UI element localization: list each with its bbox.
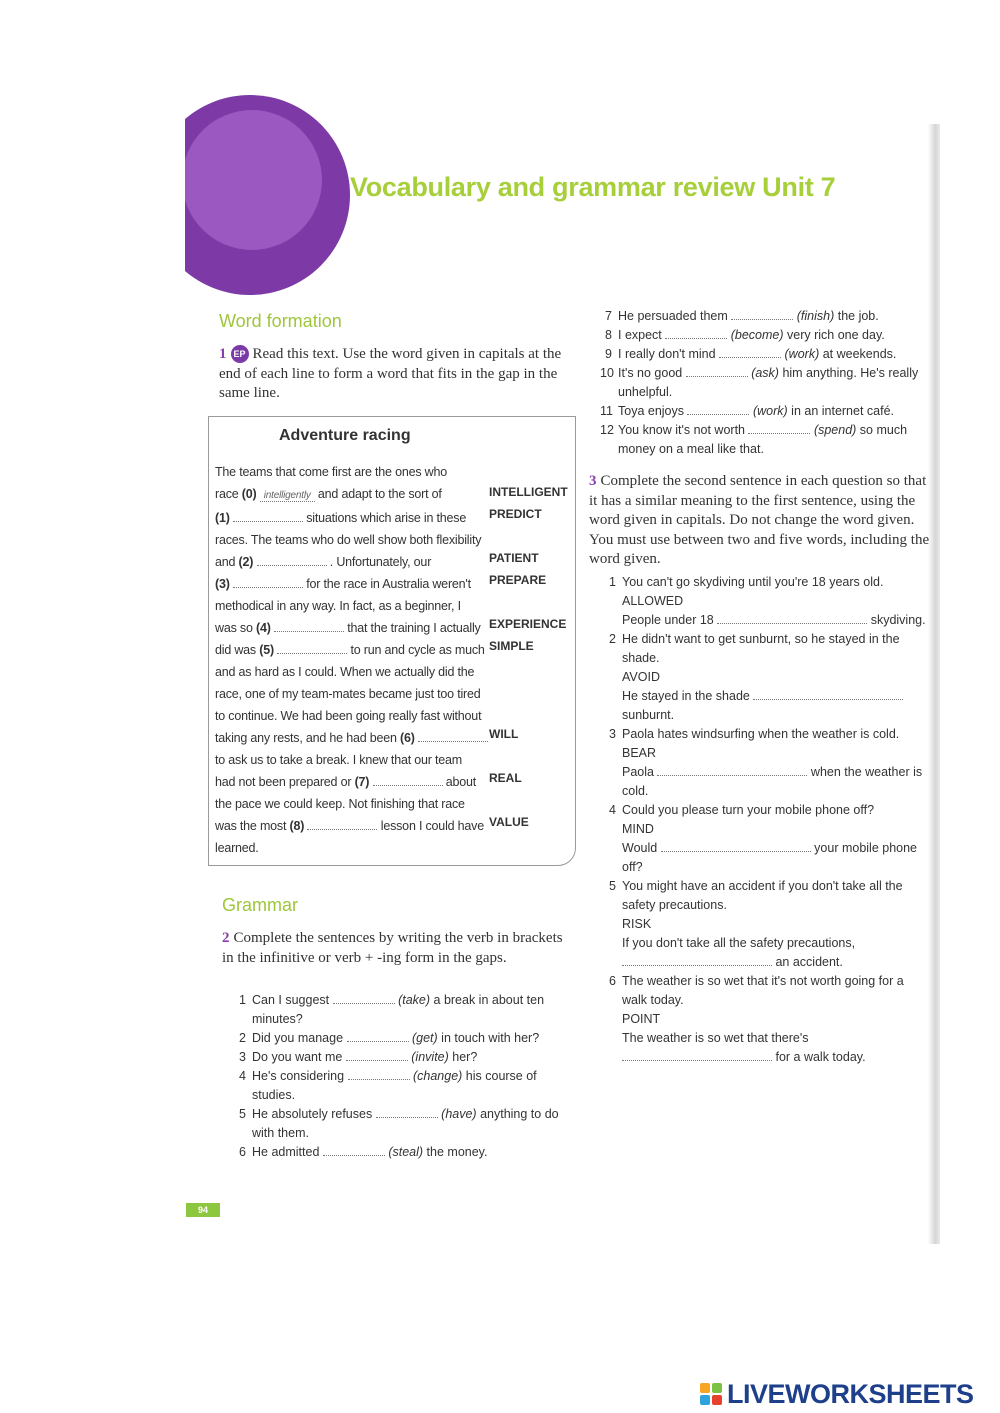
logo-icon xyxy=(700,1383,722,1405)
grammar-item xyxy=(600,421,930,459)
example-answer: intelligently xyxy=(260,490,315,502)
answer-gap[interactable] xyxy=(731,309,793,320)
passage-line xyxy=(215,507,485,529)
verb-hint: (steal) xyxy=(384,1145,424,1159)
sentence-end: the money. xyxy=(423,1145,488,1159)
capital-word: WILL xyxy=(489,727,519,741)
capital-word: SIMPLE xyxy=(489,639,534,653)
line-text: lesson I could have xyxy=(377,819,484,833)
item-number: 9 xyxy=(605,347,612,361)
grammar-item xyxy=(600,364,930,402)
sentence-start: Would xyxy=(622,841,661,855)
answer-gap[interactable] xyxy=(348,1069,410,1080)
capital-word: REAL xyxy=(489,771,522,785)
gap-number: (1) xyxy=(215,511,230,525)
answer-gap[interactable] xyxy=(373,775,443,786)
sentence-end: your mobile phone off? xyxy=(622,841,918,874)
key-word: BEAR xyxy=(622,746,657,760)
original-sentence: Paola hates windsurfing when the weather is cold. xyxy=(622,727,900,741)
sentence-end: anything to do with them. xyxy=(252,1107,559,1140)
grammar-item xyxy=(600,402,930,421)
sentence-start: People under 18 xyxy=(622,613,718,627)
sentence-start: He absolutely refuses xyxy=(252,1107,376,1121)
line-text: was so xyxy=(215,621,256,635)
grammar-item xyxy=(234,1029,574,1048)
line-text: to ask us to take a break. I knew that our team xyxy=(215,753,462,767)
capital-word: INTELLIGENT xyxy=(489,485,568,499)
line-text: race, one of my team-mates became just too tired xyxy=(215,687,481,701)
verb-hint: (take) xyxy=(394,993,431,1007)
gap-number: (3) xyxy=(215,577,230,591)
verb-hint: (invite) xyxy=(407,1050,449,1064)
sentence-start: He admitted xyxy=(252,1145,323,1159)
exercise-3-list xyxy=(604,573,930,1067)
box-title: Adventure racing xyxy=(279,427,411,444)
answer-gap[interactable] xyxy=(665,328,727,339)
line-text: situations which arise in these xyxy=(302,511,467,525)
passage-line xyxy=(215,529,485,551)
sentence-end: his course of studies. xyxy=(252,1069,537,1102)
answer-gap[interactable] xyxy=(719,347,781,358)
passage-line xyxy=(215,551,485,573)
item-number: 8 xyxy=(605,328,612,342)
gap-number: (4) xyxy=(255,621,271,635)
circle-mask xyxy=(0,90,185,310)
answer-gap[interactable] xyxy=(418,731,488,742)
item-number: 11 xyxy=(600,404,613,418)
target-sentence xyxy=(622,934,930,972)
line-text: race xyxy=(215,487,242,501)
capital-word: VALUE xyxy=(489,815,529,829)
sentence-end: a break in about ten minutes? xyxy=(252,993,545,1026)
line-text: about xyxy=(442,775,477,789)
sentence-start: The weather is so wet that there's xyxy=(622,1031,809,1045)
passage-line xyxy=(215,705,485,727)
answer-gap[interactable] xyxy=(307,819,377,830)
passage-line xyxy=(215,793,485,815)
answer-gap[interactable] xyxy=(277,643,347,654)
item-number: 7 xyxy=(605,309,612,323)
grammar-item xyxy=(234,1105,574,1143)
passage-line xyxy=(215,617,485,639)
item-number: 2 xyxy=(239,1031,246,1045)
ep-badge-icon: EP xyxy=(231,345,249,363)
instruction-text: Complete the second sentence in each question so that it has a similar meaning to the first sentence, using the word given in capitals. Do not change the word given. You must use between two and five words, including the word given. xyxy=(589,473,930,567)
verb-hint: (finish) xyxy=(793,309,835,323)
capital-word: PREPARE xyxy=(489,573,547,587)
item-number: 6 xyxy=(239,1145,246,1159)
line-text: that the training I actually xyxy=(343,621,481,635)
line-text: was the most xyxy=(215,819,290,833)
sentence-end: very rich one day. xyxy=(783,328,885,342)
item-number: 10 xyxy=(600,366,614,380)
line-text: the pace we could keep. Not finishing that race xyxy=(215,797,465,811)
key-word: MIND xyxy=(622,822,654,836)
item-number: 1 xyxy=(609,575,616,589)
answer-gap[interactable] xyxy=(687,404,749,415)
verb-hint: (work) xyxy=(749,404,788,418)
answer-gap[interactable] xyxy=(323,1145,385,1156)
sentence-start: It's no good xyxy=(618,366,686,380)
instruction-text: Read this text. Use the word given in capitals at the end of each line to form a word that fits in the gap in the same line. xyxy=(219,346,562,401)
passage-line xyxy=(215,749,485,771)
transformation-item xyxy=(604,801,930,877)
line-text: had not been prepared or xyxy=(215,775,355,789)
answer-gap[interactable] xyxy=(274,621,344,632)
target-sentence xyxy=(622,1029,930,1067)
verb-hint: (spend) xyxy=(810,423,857,437)
page-title: Vocabulary and grammar review Unit 7 xyxy=(350,172,836,202)
verb-hint: (have) xyxy=(437,1107,477,1121)
passage-line xyxy=(215,727,485,749)
exercise-number: 2 xyxy=(222,930,230,946)
item-number: 3 xyxy=(239,1050,246,1064)
exercise-2-instruction xyxy=(222,929,567,968)
original-sentence: You can't go skydiving until you're 18 years old. xyxy=(622,575,884,589)
sentence-start: If you don't take all the safety precautions, xyxy=(622,936,856,950)
target-sentence xyxy=(622,611,930,630)
grammar-list-right xyxy=(600,307,930,459)
answer-gap[interactable] xyxy=(753,689,903,700)
answer-gap[interactable] xyxy=(622,955,772,966)
sentence-start: He persuaded them xyxy=(618,309,732,323)
sentence-end: for a walk today. xyxy=(772,1050,866,1064)
verb-hint: (ask) xyxy=(747,366,779,380)
transformation-item xyxy=(604,725,930,801)
capital-word: PATIENT xyxy=(489,551,539,565)
grammar-item xyxy=(234,1067,574,1105)
answer-gap[interactable] xyxy=(657,765,807,776)
instruction-text: Complete the sentences by writing the verb in brackets in the infinitive or verb + -ing form in the gaps. xyxy=(222,930,563,966)
sentence-end: the job. xyxy=(834,309,879,323)
sentence-end: so much money on a meal like that. xyxy=(618,423,908,456)
line-text: methodical in any way. In fact, as a beginner, I xyxy=(215,599,461,613)
page-number: 94 xyxy=(186,1203,220,1217)
item-number: 2 xyxy=(609,632,616,646)
line-text: to run and cycle as much xyxy=(347,643,485,657)
answer-gap[interactable] xyxy=(257,555,327,566)
answer-gap[interactable] xyxy=(346,1050,408,1061)
answer-gap[interactable] xyxy=(233,577,303,588)
capital-word: EXPERIENCE xyxy=(489,617,567,631)
original-sentence: You might have an accident if you don't take all the safety precautions. xyxy=(622,879,903,912)
passage xyxy=(215,461,485,859)
gap-number: (5) xyxy=(259,643,274,657)
item-number: 4 xyxy=(609,803,616,817)
passage-line xyxy=(215,815,485,837)
item-number: 6 xyxy=(609,974,616,988)
capital-word: PREDICT xyxy=(489,507,542,521)
original-sentence: Could you please turn your mobile phone off? xyxy=(622,803,875,817)
exercise-1-instruction xyxy=(219,345,569,404)
passage-line xyxy=(215,639,485,661)
passage-line xyxy=(215,837,485,859)
sentence-start: I expect xyxy=(618,328,666,342)
item-number: 12 xyxy=(600,423,614,437)
line-text: to continue. We had been going really fast without xyxy=(215,709,482,723)
sentence-end: skydiving. xyxy=(867,613,926,627)
passage-line xyxy=(215,573,485,595)
verb-hint: (get) xyxy=(408,1031,438,1045)
grammar-item xyxy=(600,326,930,345)
sentence-end: in touch with her? xyxy=(437,1031,540,1045)
sentence-start: You know it's not worth xyxy=(618,423,749,437)
exercise-number: 1 xyxy=(219,346,227,362)
passage-line xyxy=(215,595,485,617)
passage-line xyxy=(215,483,485,507)
target-sentence xyxy=(622,763,930,801)
grammar-item xyxy=(600,345,930,364)
transformation-item xyxy=(604,972,930,1067)
liveworksheets-logo xyxy=(700,1380,974,1408)
verb-hint: (work) xyxy=(781,347,820,361)
sentence-start: I really don't mind xyxy=(618,347,720,361)
answer-gap[interactable] xyxy=(686,366,748,377)
line-text: taking any rests, and he had been xyxy=(215,731,401,745)
gap-number: (0) xyxy=(241,487,257,501)
original-sentence: He didn't want to get sunburnt, so he stayed in the shade. xyxy=(622,632,900,665)
answer-gap[interactable] xyxy=(748,423,810,434)
passage-line xyxy=(215,771,485,793)
sentence-end: her? xyxy=(448,1050,478,1064)
exercise-number: 3 xyxy=(589,473,597,489)
key-word: ALLOWED xyxy=(622,594,684,608)
passage-line xyxy=(215,461,485,483)
grammar-list-left xyxy=(234,991,574,1162)
transformation-item xyxy=(604,573,930,630)
transformation-item xyxy=(604,877,930,972)
transformation-item xyxy=(604,630,930,725)
line-text: for the race in Australia weren't xyxy=(302,577,471,591)
line-text: The teams that come first are the ones who xyxy=(215,465,447,479)
grammar-heading: Grammar xyxy=(222,895,298,915)
exercise-3-instruction xyxy=(589,472,931,570)
sentence-start: Toya enjoys xyxy=(618,404,688,418)
grammar-item xyxy=(234,1048,574,1067)
answer-gap[interactable] xyxy=(347,1031,409,1042)
key-word: AVOID xyxy=(622,670,660,684)
gap-number: (6) xyxy=(400,731,415,745)
key-word: POINT xyxy=(622,1012,661,1026)
item-number: 5 xyxy=(609,879,616,893)
answer-gap[interactable] xyxy=(376,1107,438,1118)
sentence-start: Do you want me xyxy=(252,1050,346,1064)
line-text: did was xyxy=(215,643,260,657)
sentence-start: He stayed in the shade xyxy=(622,689,754,703)
sentence-start: He's considering xyxy=(252,1069,348,1083)
item-number: 5 xyxy=(239,1107,246,1121)
adventure-racing-box xyxy=(208,416,576,866)
passage-line xyxy=(215,683,485,705)
gap-number: (7) xyxy=(354,775,370,789)
gap-number: (2) xyxy=(238,555,254,569)
original-sentence: The weather is so wet that it's not worth going for a walk today. xyxy=(622,974,904,1007)
item-number: 4 xyxy=(239,1069,246,1083)
target-sentence xyxy=(622,687,930,725)
answer-gap[interactable] xyxy=(233,511,303,522)
grammar-item xyxy=(600,307,930,326)
verb-hint: (change) xyxy=(409,1069,463,1083)
line-text: and as hard as I could. When we actually did the xyxy=(215,665,475,679)
word-formation-heading: Word formation xyxy=(219,311,342,331)
sentence-end: him anything. He's really unhelpful. xyxy=(618,366,919,399)
sentence-end: at weekends. xyxy=(819,347,897,361)
answer-gap[interactable] xyxy=(333,993,395,1004)
line-text: and adapt to the sort of xyxy=(314,487,442,501)
sentence-start: Did you manage xyxy=(252,1031,347,1045)
sentence-end: when the weather is cold. xyxy=(622,765,923,798)
decorative-inner-circle xyxy=(182,110,322,250)
passage-line xyxy=(215,661,485,683)
item-number: 3 xyxy=(609,727,616,741)
gap-number: (8) xyxy=(289,819,305,833)
line-text: races. The teams who do well show both flexibility xyxy=(215,533,482,547)
sentence-end: in an internet café. xyxy=(787,404,895,418)
answer-gap[interactable] xyxy=(661,841,811,852)
line-text: . Unfortunately, our xyxy=(326,555,432,569)
line-text: and xyxy=(215,555,239,569)
line-text: learned. xyxy=(215,841,259,855)
logo-text: LIVEWORKSHEETS xyxy=(727,1378,974,1409)
grammar-item xyxy=(234,1143,574,1162)
sentence-end: sunburnt. xyxy=(622,708,675,722)
sentence-start: Can I suggest xyxy=(252,993,333,1007)
answer-gap[interactable] xyxy=(717,613,867,624)
verb-hint: (become) xyxy=(727,328,784,342)
key-word: RISK xyxy=(622,917,652,931)
sentence-start: Paola xyxy=(622,765,658,779)
sentence-end: an accident. xyxy=(772,955,843,969)
target-sentence xyxy=(622,839,930,877)
item-number: 1 xyxy=(239,993,246,1007)
grammar-item xyxy=(234,991,574,1029)
answer-gap[interactable] xyxy=(622,1050,772,1061)
